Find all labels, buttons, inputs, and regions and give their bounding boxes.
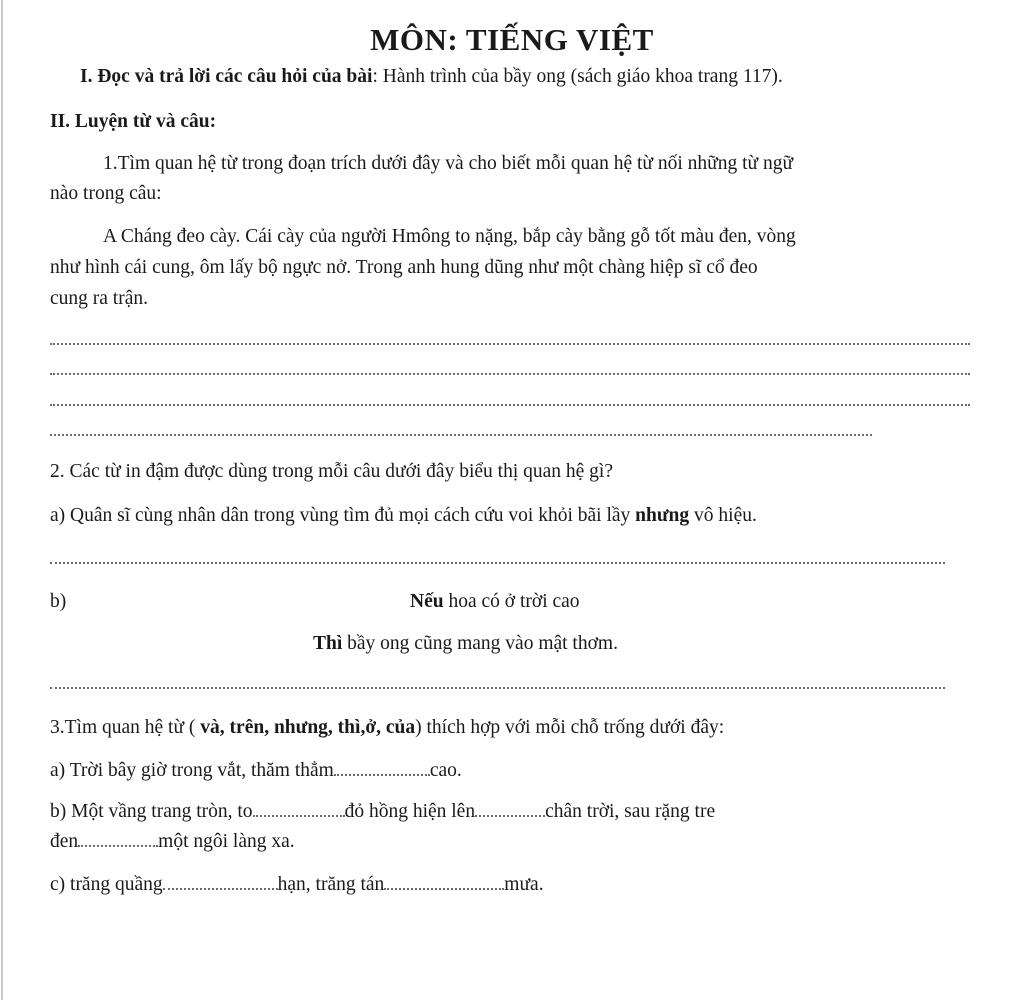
- q3-c-blank-1[interactable]: [163, 874, 278, 890]
- q2-a-before: a) Quân sĩ cùng nhân dân trong vùng tìm đủ mọi cách cứu voi khỏi bãi lầy: [50, 505, 636, 526]
- q2-a-sentence: [50, 505, 757, 527]
- q3-b2-part2: một ngôi làng xa.: [158, 831, 295, 852]
- q3-b-part3: chân trời, sau rặng tre: [545, 801, 716, 822]
- q3-question: [50, 717, 724, 739]
- q2-b-label: b): [50, 591, 67, 612]
- q3-item-b-line2: [50, 831, 295, 853]
- q3-a-blank-1[interactable]: [334, 760, 430, 776]
- q2-a-bold-word: nhưng: [635, 505, 690, 526]
- section-2-heading: II. Luyện từ và câu:: [50, 111, 217, 132]
- q3-b-blank-3[interactable]: [78, 831, 158, 847]
- q3-before: 3.Tìm quan hệ từ (: [50, 717, 201, 738]
- q1-answer-line-1[interactable]: [50, 343, 970, 345]
- q1-answer-line-4[interactable]: [50, 434, 872, 436]
- q3-c-part3: mưa.: [504, 874, 544, 895]
- q1-passage-line1: A Cháng đeo cày. Cái cày của người Hmông to nặng, bắp cày bằng gỗ tốt màu đen, vòng: [103, 226, 796, 247]
- q3-b-part2: đỏ hồng hiện lên: [344, 801, 476, 822]
- q2-b-answer-line[interactable]: [50, 687, 945, 689]
- q1-text-line2: nào trong câu:: [50, 183, 162, 204]
- q3-a-part1: a) Trời bây giờ trong vắt, thăm thẳm: [50, 760, 334, 781]
- q2-b-verse-line1: [410, 591, 580, 613]
- q1-answer-line-3[interactable]: [50, 404, 970, 406]
- q2-a-after: vô hiệu.: [689, 505, 757, 526]
- q2-question: 2. Các từ in đậm được dùng trong mỗi câu dưới đây biểu thị quan hệ gì?: [50, 461, 614, 482]
- section-1-line: [80, 66, 783, 88]
- q1-passage-line3: cung ra trận.: [50, 288, 148, 309]
- section-1-label: I. Đọc và trả lời các câu hỏi của bài: [80, 66, 373, 87]
- q3-item-c: [50, 874, 544, 896]
- q3-word-list: và, trên, nhưng, thì,ở, của: [200, 717, 416, 738]
- q1-answer-line-2[interactable]: [50, 373, 970, 375]
- q2-b-verse-line2: [313, 633, 618, 655]
- page-title: MÔN: TIẾNG VIỆT: [370, 22, 654, 57]
- q3-b-blank-2[interactable]: [475, 801, 545, 817]
- q2-a-answer-line[interactable]: [50, 562, 945, 564]
- q3-after: ) thích hợp với mỗi chỗ trống dưới đây:: [415, 717, 725, 738]
- q2-b-line2-rest: bầy ong cũng mang vào mật thơm.: [342, 633, 618, 654]
- q3-c-part2: hạn, trăng tán: [277, 874, 385, 895]
- q3-b-blank-1[interactable]: [253, 801, 345, 817]
- q1-text-line1: 1.Tìm quan hệ từ trong đoạn trích dưới đây và cho biết mỗi quan hệ từ nối những từ ngữ: [103, 153, 794, 174]
- q3-b-part1: b) Một vầng trang tròn, to: [50, 801, 253, 822]
- q3-b2-part1: đen: [50, 831, 79, 852]
- q1-passage-line2: như hình cái cung, ôm lấy bộ ngực nở. Trong anh hung dũng như một chàng hiệp sĩ cổ đeo: [50, 257, 758, 278]
- q2-b-bold-word-1: Nếu: [410, 591, 444, 612]
- q3-item-b-line1: [50, 801, 715, 823]
- q3-a-part2: cao.: [429, 760, 462, 781]
- q2-b-bold-word-2: Thì: [313, 633, 343, 654]
- q3-c-blank-2[interactable]: [384, 874, 504, 890]
- section-1-text: : Hành trình của bầy ong (sách giáo khoa trang 117).: [372, 66, 783, 87]
- q3-c-part1: c) trăng quầng: [50, 874, 163, 895]
- q3-item-a: [50, 760, 462, 782]
- q2-b-line1-rest: hoa có ở trời cao: [443, 591, 580, 612]
